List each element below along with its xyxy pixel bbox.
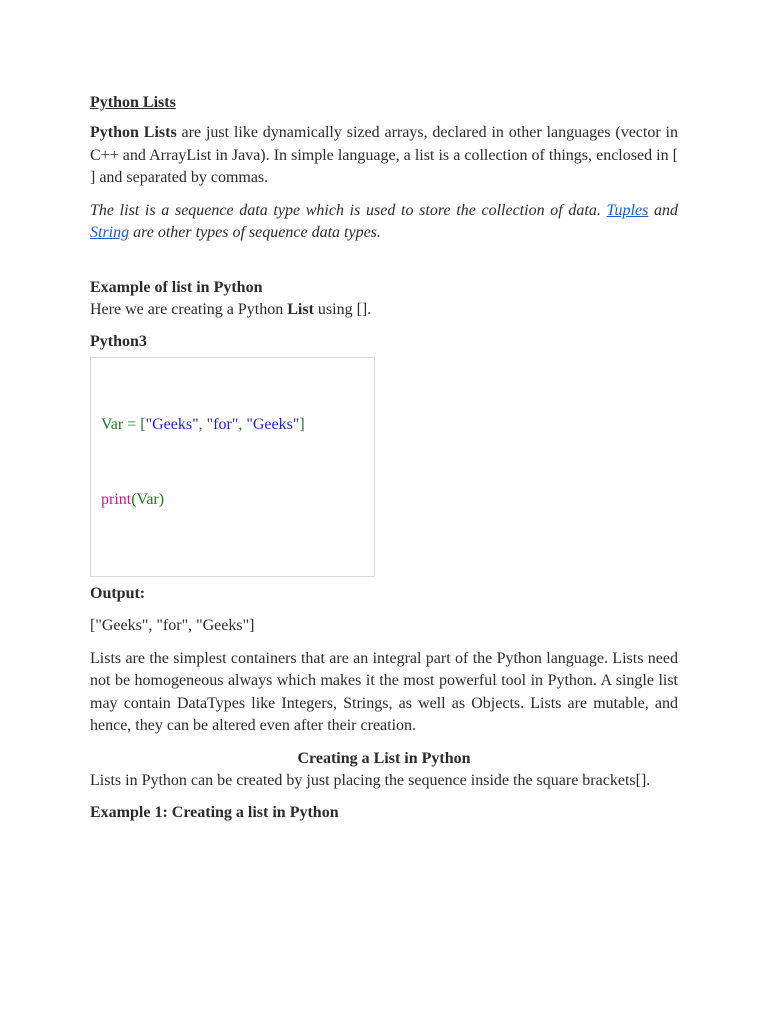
sequence-note-text-3: are other types of sequence data types. [129,224,381,241]
code-comma-2: , [238,416,247,433]
code-print-fn: print [101,491,132,508]
document-content [90,92,678,824]
intro-lead: Python Lists [90,124,177,141]
output-label: Output: [90,585,146,602]
page-title: Python Lists [90,94,176,111]
section-text: Lists in Python can be created by just placing the sequence inside the square brackets[]. [90,771,651,789]
sequence-note-text-2: and [648,201,678,219]
example1-heading: Example 1: Creating a list in Python [90,804,339,821]
code-var: Var [101,416,124,433]
tuples-link[interactable]: Tuples [606,201,649,219]
code-print-args: (Var) [131,491,165,508]
sequence-note-text-1: The list is a sequence data type which is used to store the collection of data. [90,201,607,219]
intro-paragraph [90,122,678,190]
code-line-2 [101,489,164,512]
code-comma-1: , [198,416,207,433]
lists-description-paragraph: Lists are the simplest containers that are an integral part of the Python language. Lists need not be homogeneous always which makes it the most powerful tool in Python. A single list may contain DataTypes like Integers, Strings, as well as Objects. Lists are mutable, and hence, they can be altered even after their creation. [90,649,678,734]
language-label: Python3 [90,333,147,350]
sequence-note-paragraph [90,200,678,245]
intro-rest: are just like dynamically sized arrays, declared in other languages (vector in C++ and ArrayList in Java). In simple language, a list is a collection of things, enclosed in [ ] and separated by commas. [90,124,678,186]
code-line-1 [101,414,305,437]
string-link[interactable]: String [90,224,130,241]
output-value: ["Geeks", "for", "Geeks"] [90,617,255,634]
code-string-3: "Geeks" [246,416,300,433]
code-block[interactable] [90,357,375,577]
code-string-2: "for" [206,416,239,433]
example-line-bold: List [287,300,314,318]
section-heading: Creating a List in Python [297,749,471,767]
code-string-1: "Geeks" [145,416,199,433]
example-line-pre: Here we are creating a Python [90,300,288,318]
example-heading: Example of list in Python [90,278,263,296]
code-assign: = [ [123,416,146,433]
code-close-bracket: ] [299,416,305,433]
example-line-post: using []. [313,300,372,318]
example-line [90,299,678,322]
